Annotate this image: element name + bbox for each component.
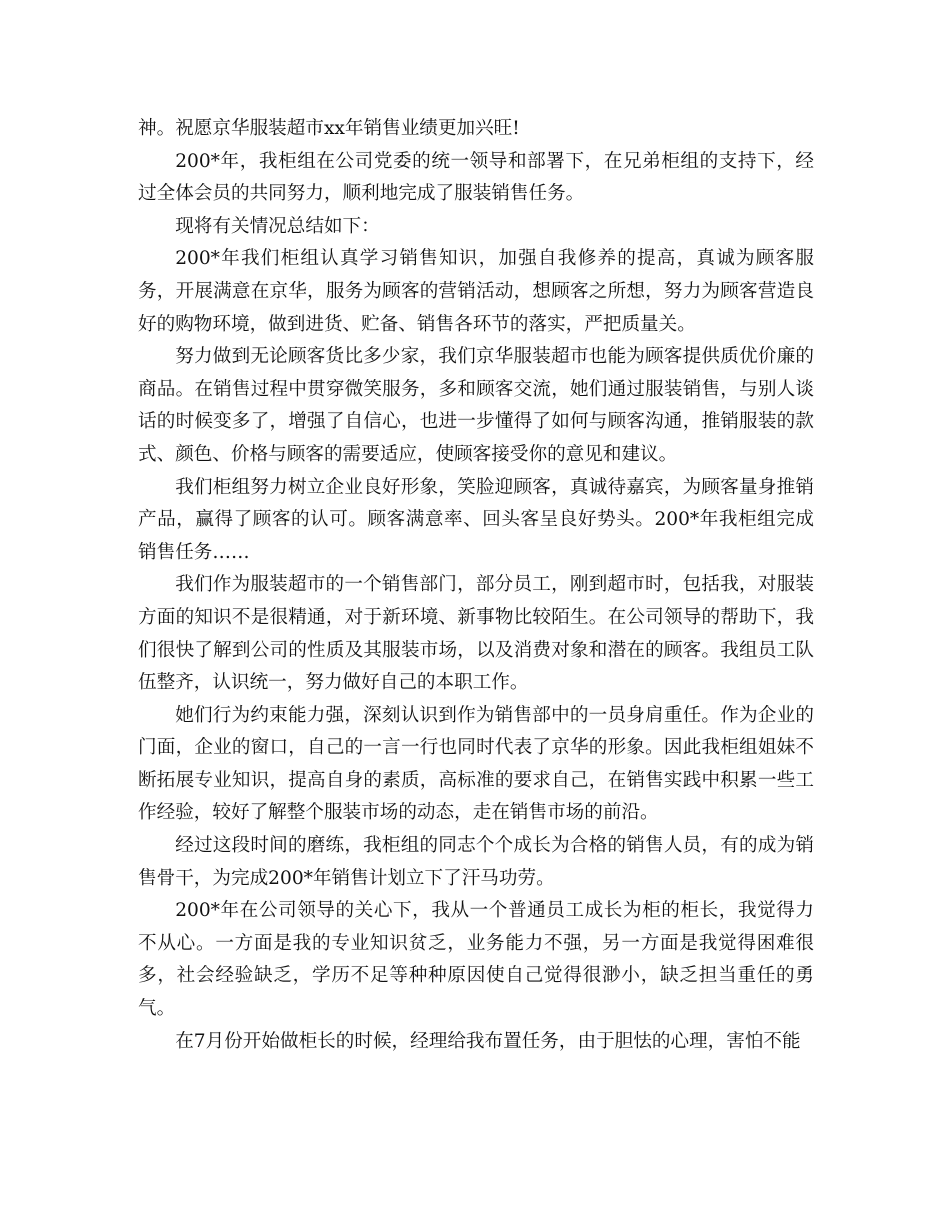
paragraph-2: 200*年，我柜组在公司党委的统一领导和部署下，在兄弟柜组的支持下，经过全体会员的共同努力，顺利地完成了服装销售任务。 xyxy=(138,150,814,205)
paragraph-4: 200*年我们柜组认真学习销售知识，加强自我修养的提高，真诚为顾客服务，开展满意在京华，服务为顾客的营销活动，想顾客之所想，努力为顾客营造良好的购物环境，做到进货、贮备、销售各环节的落实，严把质量关。 xyxy=(138,248,814,335)
paragraph-6: 我们柜组努力树立企业良好形象，笑脸迎顾客，真诚待嘉宾，为顾客量身推销产品，赢得了顾客的认可。顾客满意率、回头客呈良好势头。200*年我柜组完成销售任务…… xyxy=(138,476,814,563)
paragraph-7: 我们作为服装超市的一个销售部门，部分员工，刚到超市时，包括我，对服装方面的知识不是很精通，对于新环境、新事物比较陌生。在公司领导的帮助下，我们很快了解到公司的性质及其服装市场，以及消费对象和潜在的顾客。我组员工队伍整齐，认识统一，努力做好自己的本职工作。 xyxy=(138,574,814,694)
paragraph-9: 经过这段时间的磨练，我柜组的同志个个成长为合格的销售人员，有的成为销售骨干，为完成200*年销售计划立下了汗马功劳。 xyxy=(138,835,814,889)
paragraph-3: 现将有关情况总结如下： xyxy=(175,215,380,237)
paragraph-11: 在7月份开始做柜长的时候，经理给我布置任务，由于胆怯的心理，害怕不能 xyxy=(175,1030,801,1052)
paragraph-5: 努力做到无论顾客货比多少家，我们京华服装超市也能为顾客提供质优价廉的商品。在销售过程中贯穿微笑服务，多和顾客交流，她们通过服装销售，与别人谈话的时候变多了，增强了自信心，也进一步懂得了如何与顾客沟通，推销服装的款式、颜色、价格与顾客的需要适应，使顾客接受你的意见和建议。 xyxy=(138,346,814,465)
paragraph-8: 她们行为约束能力强，深刻认识到作为销售部中的一员身肩重任。作为企业的门面，企业的窗口，自己的一言一行也同时代表了京华的形象。因此我柜组姐妹不断拓展专业知识，提高自身的素质，高标准的要求自己，在销售实践中积累一些工作经验，较好了解整个服装市场的动态，走在销售市场的前沿。 xyxy=(138,704,814,824)
document-body xyxy=(138,113,814,1058)
paragraph-10: 200*年在公司领导的关心下，我从一个普通员工成长为柜的柜长，我觉得力不从心。一方面是我的专业知识贫乏，业务能力不强，另一方面是我觉得困难很多，社会经验缺乏，学历不足等种种原因使自己觉得很渺小，缺乏担当重任的勇气。 xyxy=(138,900,814,1020)
paragraph-1: 神。祝愿京华服装超市xx年销售业绩更加兴旺! xyxy=(138,118,520,139)
